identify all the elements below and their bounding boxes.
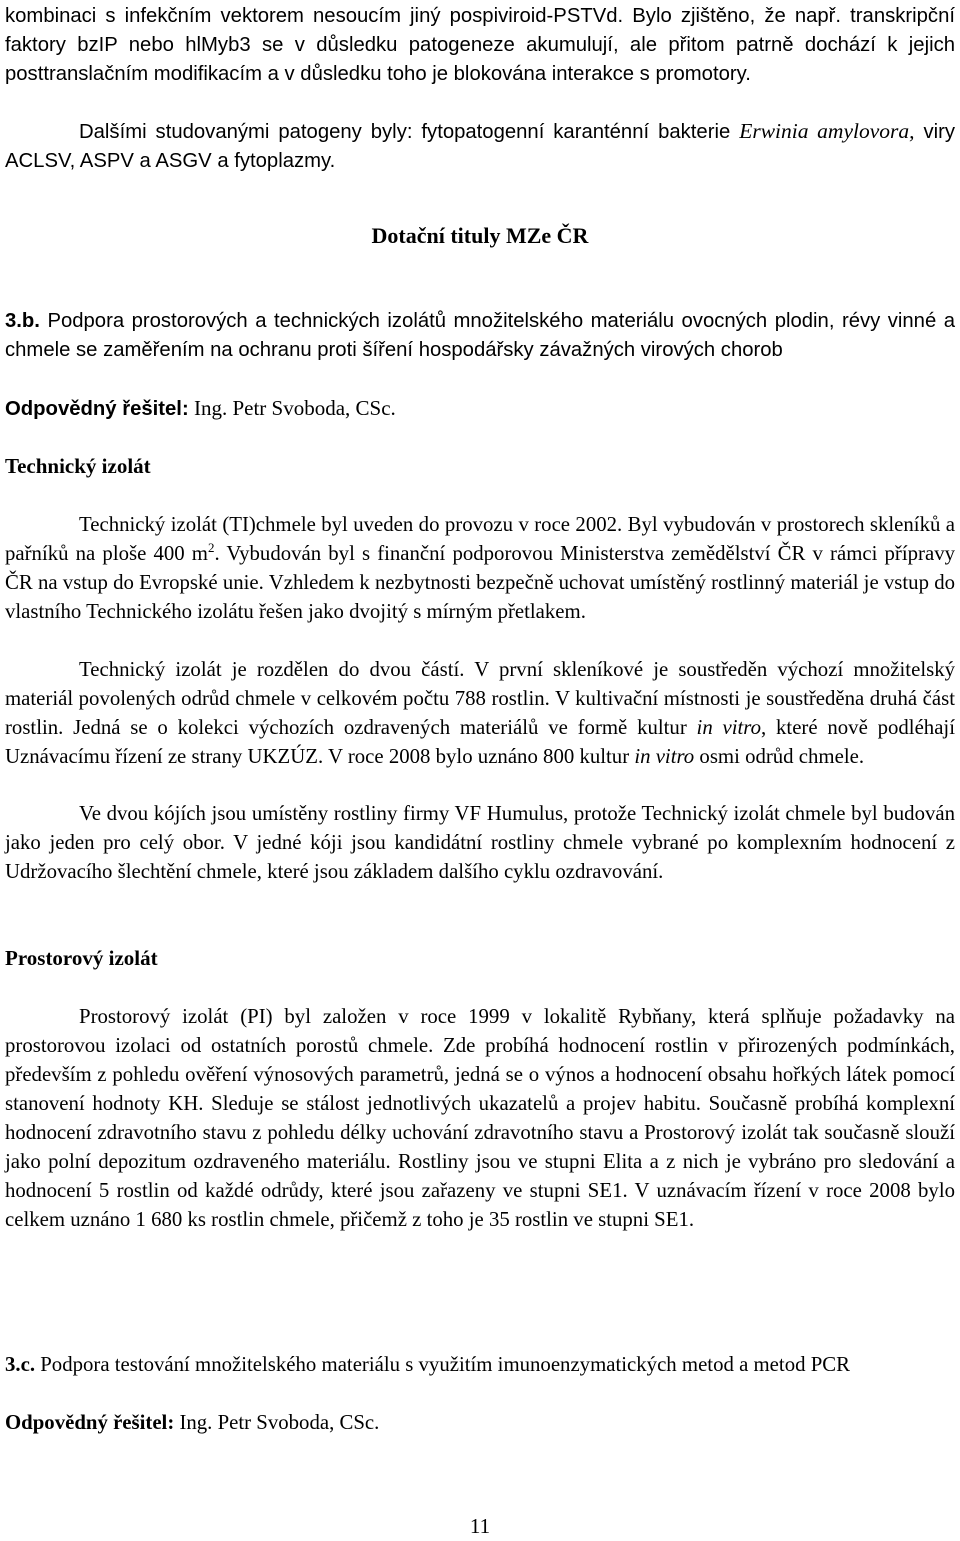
intro-text: kombinaci s infekčním vektorem nesoucím jiný pospiviroid-PSTVd. Bylo zjištěno, že např. transkripční faktory bzIP nebo hlMyb3 se v důsledku patogeneze akumulují, ale přitom patrně dochází k jejich posttranslačním modifikacím a v důsledku toho je blokována interakce s promotory. (5, 5, 955, 85)
project-3b-responsible (5, 394, 955, 424)
spatial-isolate-heading: Prostorový izolát (5, 946, 158, 970)
project-3b-responsible-name: Ing. Petr Svoboda, CSc. (188, 396, 396, 420)
technical-isolate-paragraph-3 (5, 799, 955, 886)
ti-p2-italic-1: in vitro (696, 716, 762, 739)
project-3b-title-text: Podpora prostorových a technických izolátů množitelského materiálu ovocných plodin, révy vinné a chmele se zaměřením na ochranu proti šíření hospodářsky závažných virových chorob (5, 310, 955, 361)
ti-p2-text-c: osmi odrůd chmele. (694, 745, 865, 768)
pathogens-text-start: Dalšími studovanými patogeny byly: fytopatogenní karanténní bakterie (79, 121, 740, 143)
technical-isolate-heading: Technický izolát (5, 454, 151, 478)
project-3c-responsible-label: Odpovědný řešitel: (5, 1411, 175, 1434)
ti-p1-text-b: . Vybudován byl s finanční podporovou Ministerstva zemědělství ČR v rámci přípravy ČR na vstup do Evropské unie. Vzhledem k nezbytnosti bezpečně uchovat umístěný rostlinný materiál je vstup do vlastního Technického izolátu řešen jako dvojitý s mírným přetlakem. (5, 542, 955, 623)
project-3b-responsible-label: Odpovědný řešitel: (5, 398, 189, 420)
ti-p3-text: Ve dvou kójích jsou umístěny rostliny firmy VF Humulus, protože Technický izolát chmele byl budován jako jeden pro celý obor. V jedné kóji jsou kandidátní rostliny chmele vybrané po komplexním hodnocení z Udržovacího šlechtění chmele, které jsou základem dalšího cyklu ozdravování. (5, 802, 955, 883)
project-3b-number: 3.b. (5, 310, 40, 332)
project-3c-title-text: Podpora testování množitelského materiálu s využitím imunoenzymatických metod a metod PCR (35, 1353, 850, 1376)
ti-p1-superscript: 2 (207, 540, 215, 556)
ti-p2-italic-2: in vitro (634, 745, 695, 768)
project-3c-responsible-name: Ing. Petr Svoboda, CSc. (174, 1411, 380, 1434)
ti-p1-text-a: Technický izolát (TI)chmele byl uveden do provozu v roce 2002. Byl vybudován v prostorech skleníků a pařníků na ploše 400 m (5, 513, 955, 565)
pathogen-species-name: Erwinia amylovora, (739, 119, 915, 143)
project-3c-number: 3.c. (5, 1353, 36, 1376)
pi-p1-text: Prostorový izolát (PI) byl založen v roce 1999 v lokalitě Rybňany, která splňuje požadavky na prostorovou izolaci od ostatních porostů chmele. Zde probíhá hodnocení rostlin v přirozených podmínkách, především z pohledu ověření výnosových parametrů, jedná se o výnos a hodnocení obsahu hořkých látek pomocí stanovení hodnoty KH. Sleduje se stálost jednotlivých ukazatelů a projev habitu. Současně probíhá komplexní hodnocení zdravotního stavu z pohledu délky uchování zdravotního stavu a Prostorový izolát tak současně slouží jako polní depozitum ozdraveného materiálu. Rostliny jsou ve stupni Elita a z nich je vybráno pro sledování a hodnocení 5 rostlin od každé odrůdy, které jsou zařazeny ve stupni SE1. V uznávacím řízení v roce 2008 bylo celkem uznáno 1 680 ks rostlin chmele, přičemž z toho je 35 rostlin ve stupni SE1. (5, 1005, 955, 1231)
project-3c-responsible (5, 1408, 955, 1437)
pathogens-text-end: viry ACLSV, ASPV a ASGV a fytoplazmy. (5, 121, 955, 172)
pathogens-paragraph (5, 117, 955, 176)
spatial-isolate-paragraph (5, 1002, 955, 1234)
technical-isolate-paragraph-1 (5, 510, 955, 626)
ti-p2-text-b: , které nově podléhají Uznávacímu řízení ze strany UKZÚZ. V roce 2008 bylo uznáno 800 kultur (5, 716, 955, 768)
section-title: Dotační tituly MZe ČR (371, 223, 589, 248)
intro-paragraph (5, 2, 955, 89)
ti-p2-text-a: Technický izolát je rozdělen do dvou částí. V první skleníkové je soustředěn výchozí množitelský materiál povolených odrůd chmele v celkovém počtu 788 rostlin. V kultivační místnosti je soustředěna druhá část rostlin. Jedná se o kolekci výchozích ozdravených materiálů ve formě kultur (5, 658, 955, 739)
project-3c-title (5, 1350, 955, 1379)
page-number: 11 (469, 1514, 491, 1538)
technical-isolate-paragraph-2 (5, 655, 955, 771)
project-3b-title (5, 307, 955, 365)
